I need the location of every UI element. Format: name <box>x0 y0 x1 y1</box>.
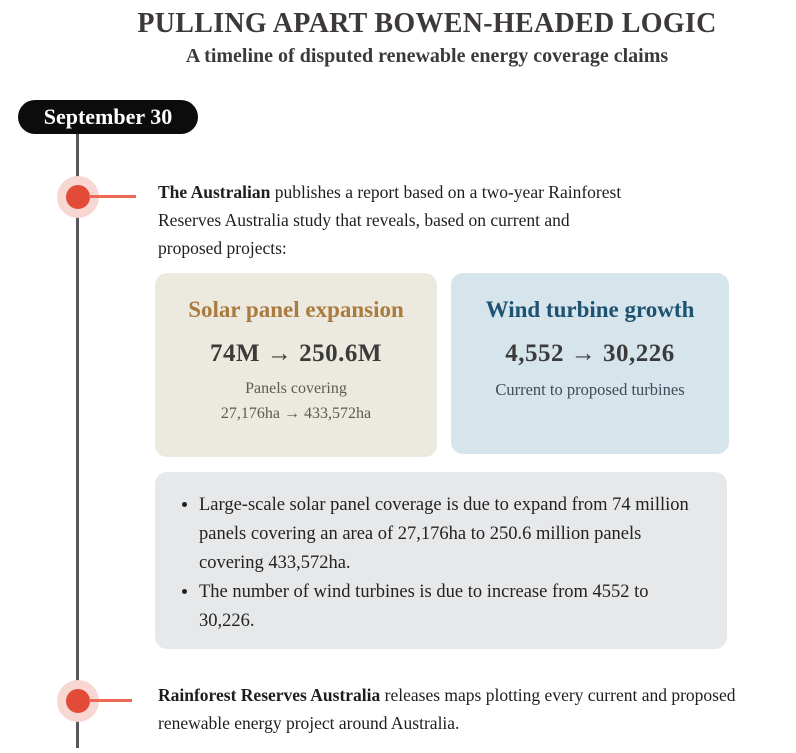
timeline-line <box>76 134 79 748</box>
stat-card-solar <box>155 273 437 457</box>
summary-bullet-2: • The number of wind turbines is due to increase from 4552 to 30,226. <box>199 578 704 636</box>
stat-cards-row <box>155 273 729 457</box>
entry-2-source: Rainforest Reserves Australia <box>158 685 381 705</box>
timeline-entry-1 <box>158 178 632 262</box>
stat-card-wind <box>451 273 729 454</box>
entry-1-source: The Australian <box>158 182 271 202</box>
timeline-dot-icon <box>66 689 90 713</box>
summary-bullet-1: • Large-scale solar panel coverage is due to expand from 74 million panels covering an area of 27,176ha to 250.6 million panels covering 433,572ha. <box>199 491 704 578</box>
wind-card-subline-1: Current to proposed turbines <box>495 380 685 399</box>
wind-card-title: Wind turbine growth <box>485 297 695 322</box>
entry-1-text: publishes a report based on a two-year Rainforest Reserves Australia study that reveals, based on current and proposed projects: <box>158 182 622 258</box>
header <box>0 8 796 68</box>
solar-card-title: Solar panel expansion <box>188 297 404 322</box>
page-title: PULLING APART BOWEN-HEADED LOGIC <box>137 8 717 39</box>
timeline-connector <box>89 195 136 198</box>
entry-2-text: releases maps plotting every current and proposed renewable energy project around Australia. <box>158 685 736 733</box>
solar-card-subline-1: Panels covering <box>245 380 347 397</box>
solar-card-subline-2: 27,176ha → 433,572ha <box>220 405 372 422</box>
page-subtitle: A timeline of disputed renewable energy coverage claims <box>185 45 669 67</box>
wind-card-headline: 4,552 → 30,226 <box>505 340 675 367</box>
solar-card-headline: 74M → 250.6M <box>210 340 382 367</box>
summary-bullet-list <box>169 491 704 636</box>
date-badge: September 30 <box>18 100 198 134</box>
summary-box <box>155 472 727 649</box>
timeline-connector <box>89 699 132 702</box>
timeline-entry-2 <box>158 681 756 737</box>
timeline-dot-icon <box>66 185 90 209</box>
